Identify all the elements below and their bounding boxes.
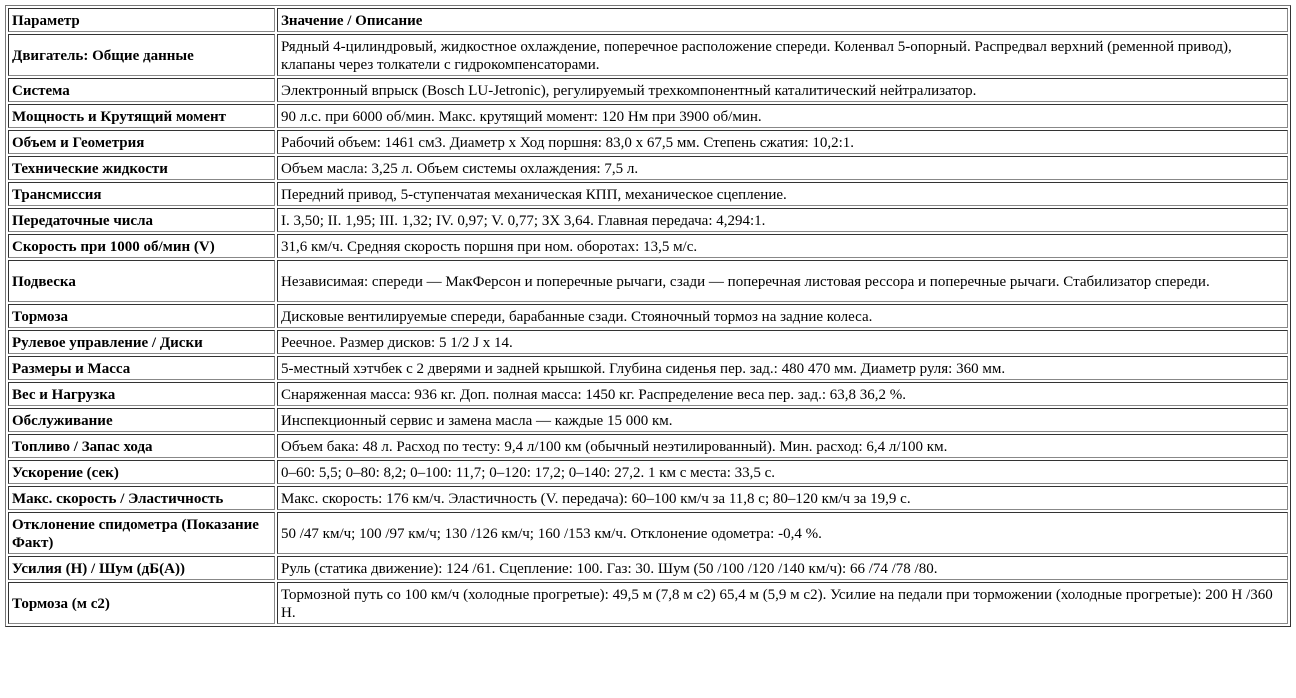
row-param: Размеры и Масса <box>8 356 275 380</box>
table-row <box>8 556 1288 580</box>
row-param: Рулевое управление / Диски <box>8 330 275 354</box>
table-row <box>8 78 1288 102</box>
row-param: Усилия (Н) / Шум (дБ(А)) <box>8 556 275 580</box>
row-param: Обслуживание <box>8 408 275 432</box>
row-value: Снаряженная масса: 936 кг. Доп. полная масса: 1450 кг. Распределение веса пер. зад.: 63,8 36,2 %. <box>277 382 1288 406</box>
table-row <box>8 330 1288 354</box>
table-row <box>8 208 1288 232</box>
row-value: Тормозной путь со 100 км/ч (холодные прогретые): 49,5 м (7,8 м с2) 65,4 м (5,9 м с2). Усилие на педали при торможении (холодные прогретые): 200 Н /360 Н. <box>277 582 1288 624</box>
table-row <box>8 130 1288 154</box>
table-row <box>8 260 1288 302</box>
table-row <box>8 356 1288 380</box>
row-value: I. 3,50; II. 1,95; III. 1,32; IV. 0,97; V. 0,77; ЗХ 3,64. Главная передача: 4,294:1. <box>277 208 1288 232</box>
table-row <box>8 34 1288 76</box>
table-row <box>8 582 1288 624</box>
row-param: Система <box>8 78 275 102</box>
row-value: 0–60: 5,5; 0–80: 8,2; 0–100: 11,7; 0–120: 17,2; 0–140: 27,2. 1 км с места: 33,5 с. <box>277 460 1288 484</box>
table-row <box>8 460 1288 484</box>
row-param: Объем и Геометрия <box>8 130 275 154</box>
table-row <box>8 156 1288 180</box>
row-value: 31,6 км/ч. Средняя скорость поршня при ном. оборотах: 13,5 м/с. <box>277 234 1288 258</box>
table-row <box>8 512 1288 554</box>
row-param: Макс. скорость / Эластичность <box>8 486 275 510</box>
table-row <box>8 234 1288 258</box>
row-value: Руль (статика движение): 124 /61. Сцепление: 100. Газ: 30. Шум (50 /100 /120 /140 км/ч): 66 /74 /78 /80. <box>277 556 1288 580</box>
table-header-row <box>8 8 1288 32</box>
table-row <box>8 434 1288 458</box>
row-param: Тормоза (м с2) <box>8 582 275 624</box>
row-param: Топливо / Запас хода <box>8 434 275 458</box>
row-param: Передаточные числа <box>8 208 275 232</box>
header-parameter: Параметр <box>8 8 275 32</box>
row-param: Мощность и Крутящий момент <box>8 104 275 128</box>
row-value: 5-местный хэтчбек с 2 дверями и задней крышкой. Глубина сиденья пер. зад.: 480 470 мм. Диаметр руля: 360 мм. <box>277 356 1288 380</box>
row-value: Макс. скорость: 176 км/ч. Эластичность (V. передача): 60–100 км/ч за 11,8 с; 80–120 км/ч за 19,9 с. <box>277 486 1288 510</box>
row-param: Скорость при 1000 об/мин (V) <box>8 234 275 258</box>
header-value: Значение / Описание <box>277 8 1288 32</box>
row-value: Реечное. Размер дисков: 5 1/2 J x 14. <box>277 330 1288 354</box>
table-row <box>8 486 1288 510</box>
table-row <box>8 408 1288 432</box>
row-param: Двигатель: Общие данные <box>8 34 275 76</box>
spec-table <box>5 5 1291 627</box>
row-value: 50 /47 км/ч; 100 /97 км/ч; 130 /126 км/ч; 160 /153 км/ч. Отклонение одометра: -0,4 %. <box>277 512 1288 554</box>
row-value: Рабочий объем: 1461 см3. Диаметр х Ход поршня: 83,0 х 67,5 мм. Степень сжатия: 10,2:1. <box>277 130 1288 154</box>
row-value: 90 л.с. при 6000 об/мин. Макс. крутящий момент: 120 Нм при 3900 об/мин. <box>277 104 1288 128</box>
row-param: Тормоза <box>8 304 275 328</box>
row-value: Передний привод, 5-ступенчатая механическая КПП, механическое сцепление. <box>277 182 1288 206</box>
row-value: Электронный впрыск (Bosch LU-Jetronic), регулируемый трехкомпонентный каталитический нейтрализатор. <box>277 78 1288 102</box>
table-row <box>8 182 1288 206</box>
row-value: Объем бака: 48 л. Расход по тесту: 9,4 л/100 км (обычный неэтилированный). Мин. расход: 6,4 л/100 км. <box>277 434 1288 458</box>
table-row <box>8 304 1288 328</box>
row-param: Технические жидкости <box>8 156 275 180</box>
table-row <box>8 104 1288 128</box>
row-param: Подвеска <box>8 260 275 302</box>
row-param: Отклонение спидометра (Показание Факт) <box>8 512 275 554</box>
row-value: Независимая: спереди — МакФерсон и поперечные рычаги, сзади — поперечная листовая рессора и поперечные рычаги. Стабилизатор спереди. <box>277 260 1288 302</box>
row-param: Вес и Нагрузка <box>8 382 275 406</box>
row-value: Дисковые вентилируемые спереди, барабанные сзади. Стояночный тормоз на задние колеса. <box>277 304 1288 328</box>
row-param: Ускорение (сек) <box>8 460 275 484</box>
row-value: Рядный 4-цилиндровый, жидкостное охлаждение, поперечное расположение спереди. Коленвал 5-опорный. Распредвал верхний (ременной привод), клапаны через толкатели с гидрокомпенсаторами. <box>277 34 1288 76</box>
row-value: Объем масла: 3,25 л. Объем системы охлаждения: 7,5 л. <box>277 156 1288 180</box>
row-param: Трансмиссия <box>8 182 275 206</box>
spec-table-container <box>5 5 1291 627</box>
row-value: Инспекционный сервис и замена масла — каждые 15 000 км. <box>277 408 1288 432</box>
table-row <box>8 382 1288 406</box>
